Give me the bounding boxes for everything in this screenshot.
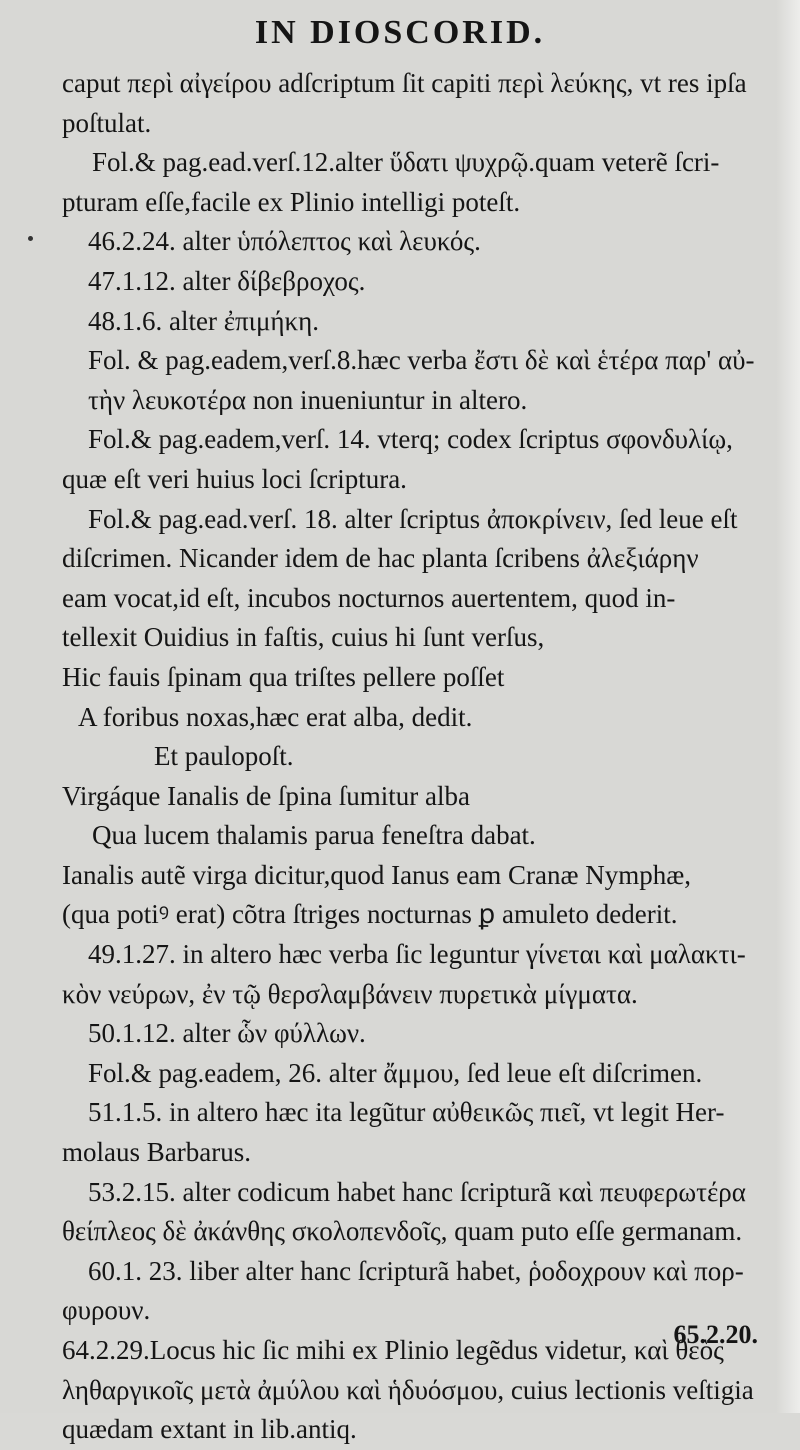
text-line: quædam extant in lib.antiq. (62, 1414, 357, 1445)
text-line: eam vocat,id eſt, incubos nocturnos auertentem, quod in- (62, 582, 676, 613)
running-title: IN DIOSCORID. (254, 14, 546, 51)
text-line: Virgáque Ianalis de ſpina ſumitur alba (62, 780, 471, 811)
text-line: φυρουν. (62, 1295, 151, 1326)
text-line: Qua lucem thalamis parua feneſtra dabat. (92, 820, 536, 851)
text-line: A foribus noxas,hæc erat alba, dedit. (78, 701, 473, 732)
text-line: Fol.& pag.ead.verſ. 18. alter ſcriptus ἀποκρίνειν, ſed leue eſt (88, 503, 738, 534)
text-line: κὸν νεύρων, ἐν τῷ θερσλαμβάνειν πυρετικὰ μίγματα. (62, 978, 638, 1009)
text-line: τὴν λευκοτέρα non inueniuntur in altero. (88, 384, 528, 415)
text-line: θείπλεος δὲ ἀκάνθης σκολοπενδοῖς, quam puto eſſe germanam. (62, 1216, 743, 1247)
text-line: 50.1.12. alter ὧν φύλλων. (88, 1018, 366, 1049)
text-line: 51.1.5. in altero hæc ita legũtur αὐθεικῶς πιεῖ, vt legit Her- (88, 1097, 725, 1128)
text-line: caput περὶ αἰγείρου adſcriptum ſit capiti περὶ λεύκης, vt res ipſa (62, 68, 747, 98)
text-line: 47.1.12. alter δίβεβροχος. (88, 265, 366, 296)
text-line: (qua potiꝰ erat) cõtra ſtriges nocturnas ꝑ amuleto dederit. (62, 899, 678, 930)
text-line: 53.2.15. alter codicum habet hanc ſcripturã καὶ πευφερωτέρα (88, 1176, 746, 1207)
text-line: 49.1.27. in altero hæc verba ſic leguntur γίνεται καὶ μαλακτι- (88, 939, 746, 970)
text-line: diſcrimen. Nicander idem de hac planta ſcribens ἀλεξιάρην (62, 543, 699, 574)
catchword: 65.2.20. (673, 1320, 758, 1349)
text-line: 64.2.29.Locus hic ſic mihi ex Plinio legẽdus videtur, καὶ θεὸς (62, 1335, 724, 1365)
text-line: Hic fauis ſpinam qua triſtes pellere poſſet (62, 661, 505, 692)
text-line: Fol.& pag.eadem,verſ. 14. vterq; codex ſcriptus σφονδυλίῳ, (88, 424, 733, 455)
text-line: Fol.& pag.ead.verſ.12.alter ὕδατι ψυχρῷ.quam veterẽ ſcri- (92, 147, 720, 178)
text-line: quæ eſt veri huius loci ſcriptura. (62, 463, 407, 494)
ink-spot (28, 236, 33, 241)
text-line: tellexit Ouidius in faſtis, cuius hi ſunt verſus, (62, 622, 545, 653)
text-line: poſtulat. (62, 107, 152, 138)
text-line: ληθαργικοῖς μετὰ ἀμύλου καὶ ἡδυόσμου, cuius lectionis veſtigia (62, 1374, 754, 1405)
text-line: 60.1. 23. liber alter hanc ſcripturã habet, ῥοδοχρουν καὶ πορ- (88, 1255, 744, 1286)
text-line: Fol. & pag.eadem,verſ.8.hæc verba ἔστι δὲ καὶ ἑτέρα παρ' αὐ- (88, 345, 755, 376)
text-line: Et paulopoſt. (154, 741, 294, 772)
body-text (62, 64, 782, 1450)
text-line: Fol.& pag.eadem, 26. alter ἄμμου, ſed leue eſt diſcrimen. (88, 1057, 703, 1088)
text-line: pturam eſſe,facile ex Plinio intelligi poteſt. (62, 186, 521, 217)
text-line: 46.2.24. alter ὑπόλεπτος καὶ λευκός. (88, 226, 481, 257)
text-line: Ianalis autẽ virga dicitur,quod Ianus eam Cranæ Nymphæ, (62, 859, 692, 890)
text-line: molaus Barbarus. (62, 1137, 251, 1168)
text-line: 48.1.6. alter ἐπιμήκη. (88, 305, 320, 336)
